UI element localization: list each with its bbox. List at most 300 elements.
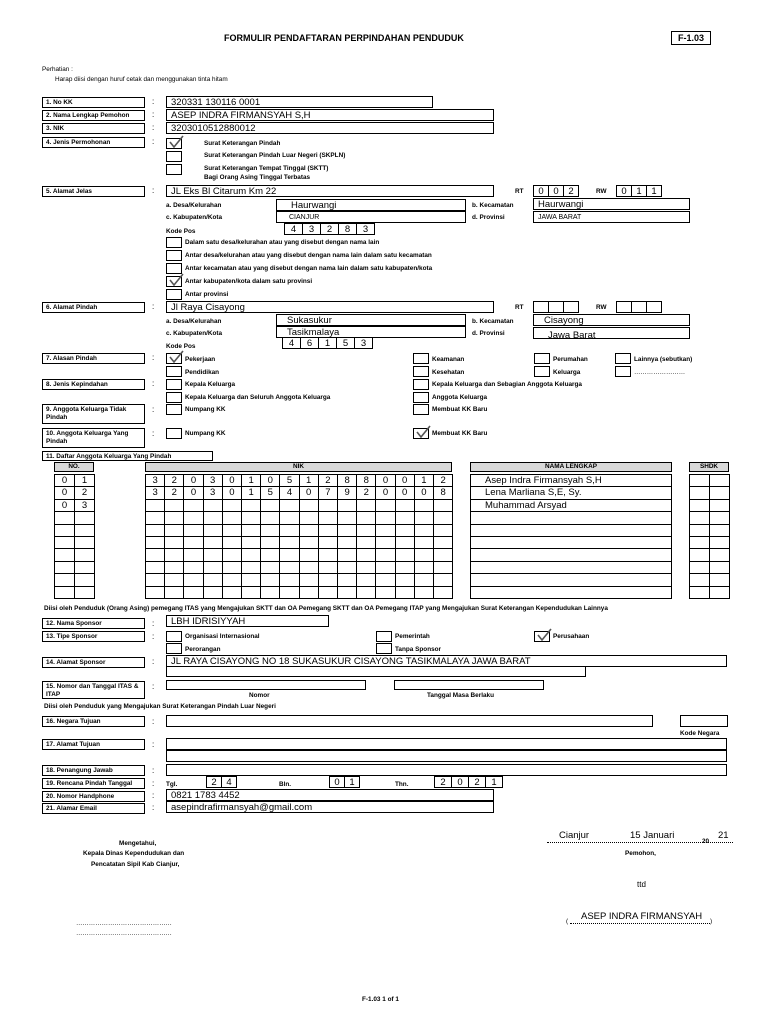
nik-cell[interactable] [433,573,453,586]
tgl-digit[interactable]: 4 [221,776,237,788]
nik-cell[interactable] [164,586,184,599]
nik-cell[interactable]: 5 [260,486,280,499]
nik-cell[interactable] [145,548,165,561]
nik-cell[interactable]: 0 [222,474,242,487]
checkbox-tanpa-sponsor[interactable] [376,643,392,654]
kabupaten-field[interactable]: Tasikmalaya [276,326,466,338]
shdk-cell[interactable] [689,548,710,561]
no-cell[interactable] [74,524,95,537]
checkbox-klasifikasi-4[interactable] [166,276,182,287]
nik-cell[interactable] [318,499,338,512]
nik-cell[interactable] [318,548,338,561]
shdk-cell[interactable] [689,561,710,574]
nik-cell[interactable]: 0 [375,474,395,487]
shdk-cell[interactable] [709,536,730,549]
rw-digit[interactable] [631,301,647,313]
negara-field[interactable] [166,715,653,727]
checkbox-lainnya-text[interactable] [615,366,631,377]
paren-open: ( [566,918,569,925]
no-cell[interactable] [54,511,75,524]
desa-field[interactable]: Sukasukur [276,314,466,326]
nik-cell[interactable] [395,573,415,586]
nik-cell[interactable]: 0 [375,486,395,499]
nik-cell[interactable] [414,499,434,512]
nik-cell[interactable] [203,561,223,574]
itas-tanggal-field[interactable] [394,680,544,690]
nik-cell[interactable] [183,524,203,537]
nik-cell[interactable] [356,499,376,512]
nik-cell[interactable] [433,548,453,561]
nik-cell[interactable] [337,573,357,586]
nik-cell[interactable]: 1 [241,474,261,487]
nik-cell[interactable] [145,586,165,599]
nik-cell[interactable] [375,586,395,599]
email-field[interactable]: asepindrafirmansyah@gmail.com [166,801,494,813]
shdk-cell[interactable] [709,573,730,586]
nik-cell[interactable] [318,573,338,586]
nik-cell[interactable] [183,499,203,512]
nik-cell[interactable]: 0 [414,486,434,499]
nama-cell[interactable]: Muhammad Arsyad [470,499,672,512]
alamat-jelas-field[interactable]: JL Eks Bl Citarum Km 22 [166,185,494,197]
checkbox-klasifikasi-5[interactable] [166,289,182,300]
shdk-cell[interactable] [709,586,730,599]
shdk-cell[interactable] [689,499,710,512]
nik-cell[interactable] [299,536,319,549]
rw-digit[interactable] [646,301,662,313]
pos-digit[interactable]: 5 [336,337,355,349]
checkbox-kk-seluruh[interactable] [166,392,182,403]
thn-digit[interactable]: 0 [451,776,469,788]
nik-cell[interactable] [203,573,223,586]
nik-field[interactable]: 3203010512880012 [166,122,494,134]
nik-cell[interactable] [337,536,357,549]
nik-cell[interactable] [318,511,338,524]
nik-cell[interactable] [164,524,184,537]
provinsi-field[interactable]: JAWA BARAT [533,211,690,223]
nik-cell[interactable]: 8 [356,474,376,487]
nik-cell[interactable] [222,524,242,537]
checkbox-kk-baru[interactable] [413,404,429,415]
nik-cell[interactable] [299,561,319,574]
nik-cell[interactable] [299,524,319,537]
checkbox-klasifikasi-1[interactable] [166,237,182,248]
nik-cell[interactable] [241,499,261,512]
nik-cell[interactable] [260,586,280,599]
nik-cell[interactable] [356,586,376,599]
nik-cell[interactable] [299,499,319,512]
pos-digit[interactable]: 4 [282,337,301,349]
nik-cell[interactable] [414,586,434,599]
nik-cell[interactable] [164,511,184,524]
nik-cell[interactable] [183,548,203,561]
alamat-sponsor-line2[interactable] [166,666,586,677]
no-cell[interactable] [74,561,95,574]
penanggung-field[interactable] [166,764,727,776]
checkbox-klasifikasi-2[interactable] [166,250,182,261]
nik-cell[interactable] [414,511,434,524]
nik-cell[interactable] [241,511,261,524]
nik-cell[interactable] [318,561,338,574]
nik-cell[interactable] [164,573,184,586]
checkbox-perorangan[interactable] [166,643,182,654]
nik-cell[interactable] [260,524,280,537]
checkbox-surat-pindah[interactable] [166,138,182,149]
nik-cell[interactable] [375,524,395,537]
nama-cell[interactable] [470,548,672,561]
shdk-cell[interactable] [689,486,710,499]
nik-cell[interactable] [260,536,280,549]
alamat-tujuan-line2[interactable] [166,750,727,762]
alamat-sponsor-field[interactable]: JL RAYA CISAYONG NO 18 SUKASUKUR CISAYONG TASIKMALAYA JAWA BARAT [166,655,727,667]
no-cell[interactable] [74,586,95,599]
nik-cell[interactable] [279,536,299,549]
checkbox-numpang-kk[interactable] [166,428,182,439]
nik-cell[interactable] [183,561,203,574]
kabupaten-field[interactable]: CIANJUR [276,211,466,223]
rt-digit[interactable] [533,301,549,313]
footer-page: F-1.03 1 of 1 [362,996,399,1003]
nama-cell[interactable] [470,561,672,574]
nik-cell[interactable] [356,561,376,574]
kecamatan-field[interactable]: Cisayong [533,314,690,326]
thn-digit[interactable]: 2 [468,776,486,788]
itas-nomor-field[interactable] [166,680,366,690]
nik-cell[interactable]: 3 [145,486,165,499]
nik-cell[interactable] [337,499,357,512]
nik-cell[interactable] [318,586,338,599]
nik-cell[interactable] [395,548,415,561]
nik-cell[interactable] [414,524,434,537]
nik-cell[interactable] [279,548,299,561]
nik-cell[interactable] [241,536,261,549]
checkbox-sktt[interactable] [166,164,182,175]
nik-cell[interactable] [395,561,415,574]
nik-cell[interactable] [164,536,184,549]
nik-cell[interactable] [395,524,415,537]
nik-cell[interactable] [203,548,223,561]
checkbox-pemerintah[interactable] [376,631,392,642]
nik-cell[interactable] [375,536,395,549]
nik-cell[interactable] [279,561,299,574]
nik-cell[interactable] [375,573,395,586]
nik-cell[interactable] [164,499,184,512]
nik-cell[interactable] [337,524,357,537]
thn-digit[interactable]: 1 [485,776,503,788]
nik-cell[interactable] [433,561,453,574]
pos-digit[interactable]: 8 [338,223,357,235]
nama-cell[interactable] [470,573,672,586]
nik-cell[interactable]: 0 [395,486,415,499]
pos-digit[interactable]: 6 [300,337,319,349]
checkbox-kk[interactable] [166,379,182,390]
nik-cell[interactable] [414,548,434,561]
nik-cell[interactable] [203,499,223,512]
rt-digit[interactable] [548,301,564,313]
alamat-pindah-field[interactable]: Jl Raya Cisayong [166,301,494,313]
nik-cell[interactable] [433,511,453,524]
no-cell[interactable]: 2 [74,486,95,499]
desa-field[interactable]: Haurwangi [276,199,466,211]
nik-cell[interactable] [183,536,203,549]
pos-digit[interactable]: 1 [318,337,337,349]
nik-cell[interactable] [279,511,299,524]
nik-cell[interactable] [299,573,319,586]
nik-cell[interactable] [203,586,223,599]
nik-cell[interactable] [145,499,165,512]
shdk-cell[interactable] [689,586,710,599]
checkbox-perumahan[interactable] [534,353,550,364]
nik-cell[interactable] [279,524,299,537]
nik-cell[interactable]: 0 [260,474,280,487]
rw-digit[interactable] [616,301,632,313]
checkbox-pekerjaan[interactable] [166,353,182,364]
rw-digit[interactable]: 1 [646,185,662,197]
nik-cell[interactable] [279,586,299,599]
nik-cell[interactable]: 1 [241,486,261,499]
checkbox-kesehatan[interactable] [413,366,429,377]
nik-cell[interactable] [260,511,280,524]
shdk-cell[interactable] [709,486,730,499]
nik-cell[interactable] [222,536,242,549]
nik-cell[interactable] [183,586,203,599]
nik-cell[interactable] [260,499,280,512]
nik-cell[interactable] [299,586,319,599]
nik-cell[interactable] [395,499,415,512]
pos-digit[interactable]: 3 [354,337,373,349]
nik-cell[interactable] [414,561,434,574]
nik-cell[interactable]: 1 [414,474,434,487]
shdk-cell[interactable] [709,561,730,574]
nik-cell[interactable]: 1 [299,474,319,487]
rt-digit[interactable]: 0 [548,185,564,197]
nik-cell[interactable] [260,561,280,574]
nik-cell[interactable] [414,573,434,586]
nik-cell[interactable] [433,499,453,512]
nik-cell[interactable] [375,561,395,574]
checkbox-numpang-kk[interactable] [166,404,182,415]
no-cell[interactable] [74,511,95,524]
pos-digit[interactable]: 3 [302,223,321,235]
nik-cell[interactable] [395,511,415,524]
option-label: Surat Keterangan Pindah Luar Negeri (SKPLN) [204,152,346,159]
kode-negara-field[interactable] [680,715,728,727]
nik-cell[interactable] [337,511,357,524]
nik-cell[interactable]: 2 [318,474,338,487]
nik-cell[interactable] [375,511,395,524]
shdk-cell[interactable] [689,524,710,537]
shdk-cell[interactable] [709,548,730,561]
checkbox-keamanan[interactable] [413,353,429,364]
nik-cell[interactable] [222,511,242,524]
provinsi-field[interactable]: Jawa Barat [533,327,690,339]
nik-cell[interactable]: 8 [433,486,453,499]
nik-cell[interactable] [356,511,376,524]
nik-cell[interactable]: 9 [337,486,357,499]
shdk-cell[interactable] [689,474,710,487]
checkbox-anggota[interactable] [413,392,429,403]
rw-digit[interactable]: 0 [616,185,632,197]
no-cell[interactable]: 0 [54,486,75,499]
nik-cell[interactable]: 3 [145,474,165,487]
nik-cell[interactable] [222,499,242,512]
nik-cell[interactable]: 2 [164,474,184,487]
bln-digit[interactable]: 1 [344,776,360,788]
nik-cell[interactable]: 2 [356,486,376,499]
lainnya-dots: …………………… [634,369,686,376]
shdk-cell[interactable] [709,511,730,524]
nik-cell[interactable] [183,511,203,524]
nik-cell[interactable]: 3 [203,486,223,499]
nik-cell[interactable] [145,573,165,586]
nik-cell[interactable] [241,573,261,586]
shdk-cell[interactable] [709,474,730,487]
nik-cell[interactable] [433,524,453,537]
tgl-digit[interactable]: 2 [206,776,222,788]
nik-cell[interactable] [241,586,261,599]
nik-cell[interactable] [318,536,338,549]
sponsor-field[interactable]: LBH IDRISIYYAH [166,615,329,627]
nama-cell[interactable] [470,511,672,524]
checkbox-org-internasional[interactable] [166,631,182,642]
nik-cell[interactable] [145,561,165,574]
shdk-cell[interactable] [689,536,710,549]
shdk-cell[interactable] [689,511,710,524]
nik-cell[interactable] [164,561,184,574]
nik-cell[interactable] [375,548,395,561]
no-cell[interactable]: 0 [54,499,75,512]
no-cell[interactable]: 1 [74,474,95,487]
nik-cell[interactable] [375,499,395,512]
nik-cell[interactable]: 0 [183,474,203,487]
rt-digit[interactable] [563,301,579,313]
pos-digit[interactable]: 2 [320,223,339,235]
checkbox-kk-sebagian[interactable] [413,379,429,390]
nama-field[interactable]: ASEP INDRA FIRMANSYAH S,H [166,109,494,121]
nik-cell[interactable] [299,548,319,561]
nama-cell[interactable]: Lena Marliana S,E, Sy. [470,486,672,499]
handphone-field[interactable]: 0821 1783 4452 [166,789,494,801]
rt-digit[interactable]: 2 [563,185,579,197]
nik-cell[interactable] [299,511,319,524]
no-cell[interactable] [74,536,95,549]
nik-cell[interactable] [395,586,415,599]
nik-cell[interactable] [164,548,184,561]
nik-cell[interactable] [222,548,242,561]
nik-cell[interactable]: 8 [337,474,357,487]
nik-cell[interactable]: 0 [222,486,242,499]
shdk-cell[interactable] [709,524,730,537]
nik-cell[interactable]: 2 [164,486,184,499]
nik-cell[interactable]: 3 [203,474,223,487]
nik-cell[interactable] [337,561,357,574]
no-kk-field[interactable]: 320331 130116 0001 [166,96,433,108]
nik-cell[interactable] [183,573,203,586]
nik-cell[interactable]: 0 [299,486,319,499]
checkbox-lainnya[interactable] [615,353,631,364]
nik-cell[interactable] [279,499,299,512]
colon: : [152,110,155,119]
nama-cell[interactable] [470,524,672,537]
nik-cell[interactable] [222,586,242,599]
nik-cell[interactable] [356,573,376,586]
alamat-tujuan-field[interactable] [166,738,727,750]
nik-cell[interactable] [260,573,280,586]
nik-cell[interactable] [433,586,453,599]
nik-cell[interactable]: 2 [433,474,453,487]
nik-cell[interactable] [356,548,376,561]
checkbox-keluarga[interactable] [534,366,550,377]
no-cell[interactable] [54,548,75,561]
nik-cell[interactable] [203,536,223,549]
nik-cell[interactable]: 0 [395,474,415,487]
no-cell[interactable] [74,548,95,561]
nik-cell[interactable]: 4 [279,486,299,499]
bln-digit[interactable]: 0 [329,776,345,788]
no-cell[interactable]: 3 [74,499,95,512]
nik-cell[interactable]: 7 [318,486,338,499]
nik-cell[interactable] [145,511,165,524]
shdk-cell[interactable] [689,573,710,586]
nik-cell[interactable] [145,524,165,537]
nik-cell[interactable] [260,548,280,561]
no-cell[interactable] [74,573,95,586]
checkbox-kk-baru[interactable] [413,428,429,439]
nik-cell[interactable] [414,536,434,549]
nik-cell[interactable] [356,536,376,549]
nik-cell[interactable] [433,536,453,549]
pos-digit[interactable]: 4 [284,223,303,235]
nik-cell[interactable] [241,524,261,537]
checkbox-pendidikan[interactable] [166,366,182,377]
no-cell[interactable]: 0 [54,474,75,487]
rw-digit[interactable]: 1 [631,185,647,197]
no-cell[interactable] [54,524,75,537]
kecamatan-field[interactable]: Haurwangi [533,198,690,210]
nik-cell[interactable] [241,548,261,561]
nik-cell[interactable] [241,561,261,574]
nik-cell[interactable] [145,536,165,549]
checkbox-skpln[interactable] [166,151,182,162]
rt-digit[interactable]: 0 [533,185,549,197]
nik-cell[interactable] [318,524,338,537]
nik-cell[interactable] [222,573,242,586]
nik-cell[interactable] [203,511,223,524]
tidak-pindah-label: 9. Anggota Keluarga Tidak Pindah [42,404,145,424]
shdk-cell[interactable] [709,499,730,512]
no-cell[interactable] [54,573,75,586]
nik-cell[interactable]: 5 [279,474,299,487]
no-cell[interactable] [54,586,75,599]
no-cell[interactable] [54,561,75,574]
nik-cell[interactable] [356,524,376,537]
nik-cell[interactable] [203,524,223,537]
no-cell[interactable] [54,536,75,549]
nik-cell[interactable] [395,536,415,549]
nama-cell[interactable] [470,586,672,599]
nik-cell[interactable] [337,586,357,599]
paren-close: ) [710,918,713,925]
nik-cell[interactable] [222,561,242,574]
nik-cell[interactable] [337,548,357,561]
checkbox-perusahaan[interactable] [534,631,550,642]
thn-digit[interactable]: 2 [434,776,452,788]
pos-digit[interactable]: 3 [356,223,375,235]
nik-cell[interactable]: 0 [183,486,203,499]
nik-cell[interactable] [279,573,299,586]
nama-cell[interactable] [470,536,672,549]
nama-cell[interactable]: Asep Indra Firmansyah S,H [470,474,672,487]
